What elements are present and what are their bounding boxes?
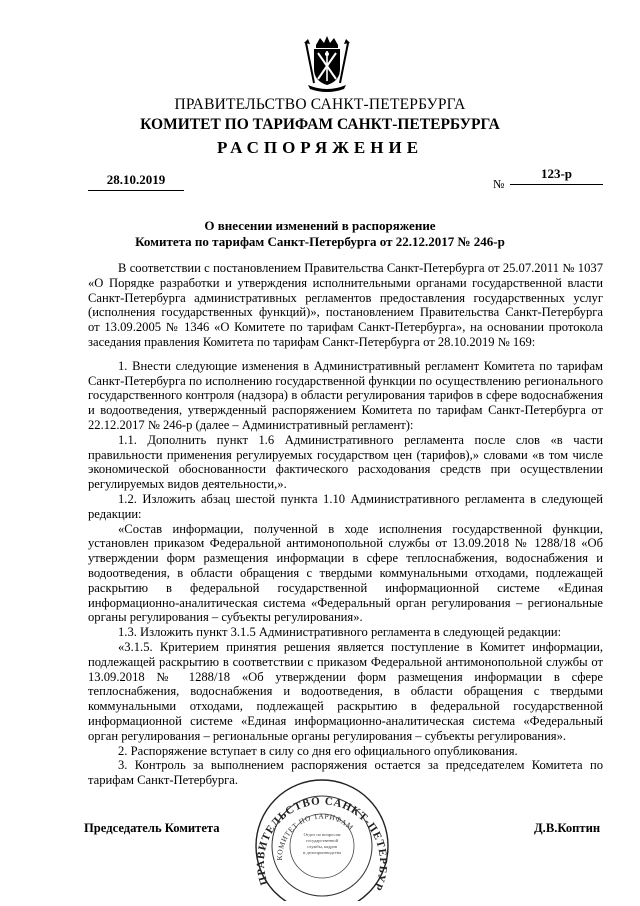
paragraph-1-3-quote: «3.1.5. Критерием принятия решения является поступление в Комитет информации, подлежащей раскрытию в соответствии с приказом Федеральной антимонопольной службы от 13.09.2018 № 1288/18 «Об утверждении форм размещения информации в сфере теплоснабжения, водоснабжения и водоотведения, в области обращения с твердыми коммунальными отходами, подлежащей раскрытию в федеральной государственной информационной системе «Единая информационно-аналитическая система «Федеральный орган регулирования – региональные органы регулирования – субъекты регулирования». <box>88 639 603 743</box>
paragraph-2: 2. Распоряжение вступает в силу со дня его официального опубликования. <box>118 743 518 758</box>
subject-line-2: Комитета по тарифам Санкт-Петербурга от 22.12.2017 № 246-р <box>135 234 505 249</box>
svg-text:и делопроизводства: и делопроизводства <box>303 850 341 855</box>
committee-title: КОМИТЕТ ПО ТАРИФАМ САНКТ-ПЕТЕРБУРГА <box>140 116 500 133</box>
number-sign: № <box>493 177 505 191</box>
paragraph-1-2-quote: «Состав информации, полученной в ходе исполнения государственной функции, установлен приказом Федеральной антимонопольной службы от 13.09.2018 № 1288/18 «Об утверждении форм размещения информации в сфере теплоснабжения, водоснабжения и водоотведения, в области обращения с твердыми коммунальными отходами, подлежащей раскрытию в федеральной государственной информационной системе «Единая информационно-аналитическая система «Федеральный орган регулирования – региональные органы регулирования – субъекты регулирования». <box>88 521 603 625</box>
paragraph-1-1: 1.1. Дополнить пункт 1.6 Административного регламента после слов «в части правильности применения регулируемых государством цен (тарифов),» словами «в том числе экономической обоснованности фактического расходования средств при осуществлении регулируемых видов деятельности,». <box>88 432 603 492</box>
paragraph-3: 3. Контроль за выполнением распоряжения остается за председателем Комитета по тарифам Санкт-Петербурга. <box>88 758 603 788</box>
document-type: РАСПОРЯЖЕНИЕ <box>216 138 424 157</box>
svg-text:государственной: государственной <box>305 838 339 843</box>
coat-of-arms-icon <box>302 35 352 93</box>
preamble-paragraph: В соответствии с постановлением Правительства Санкт-Петербурга от 25.07.2011 № 1037 «О Порядке разработки и утверждения исполнительными органами государственной власти Санкт-Петербурга административных регламентов предоставления государственных услуг (исполнения государственных функций)», постановлением Правительства Санкт-Петербурга от 13.09.2005 № 1346 «О Комитете по тарифам Санкт-Петербурга», на основании протокола заседания правления Комитета по тарифам Санкт-Петербурга от 28.10.2019 № 169: <box>88 261 603 349</box>
document-subject <box>0 218 640 250</box>
svg-text:КОМИТЕТ ПО ТАРИФАМ: КОМИТЕТ ПО ТАРИФАМ <box>274 811 356 861</box>
official-seal <box>248 776 396 901</box>
signer-position: Председатель Комитета <box>84 821 220 835</box>
paragraph-1: 1. Внести следующие изменения в Административный регламент Комитета по тарифам Санкт-Петербурга по исполнению государственной функции по осуществлению регионального государственного контроля (надзора) в области регулирования тарифов в сфере водоснабжения и водоотведения, утвержденный распоряжением Комитета по тарифам Санкт-Петербурга от 22.12.2017 № 246-р (далее – Административный регламент): <box>88 358 603 432</box>
document-number: 123-р <box>510 166 603 185</box>
document-date: 28.10.2019 <box>88 172 184 191</box>
paragraph-1-2: 1.2. Изложить абзац шестой пункта 1.10 Административного регламента в следующей редакции: <box>88 491 603 521</box>
svg-text:Отдел по вопросам: Отдел по вопросам <box>303 832 341 837</box>
document-body <box>88 261 603 788</box>
signer-name: Д.В.Коптин <box>534 821 601 835</box>
paragraph-1-3: 1.3. Изложить пункт 3.1.5 Административного регламента в следующей редакции: <box>118 625 562 640</box>
svg-text:службы, кадров: службы, кадров <box>306 844 338 849</box>
subject-line-1: О внесении изменений в распоряжение <box>204 218 436 233</box>
svg-text:ПРАВИТЕЛЬСТВО САНКТ-ПЕТЕРБУРГА: ПРАВИТЕЛЬСТВО САНКТ-ПЕТЕРБУР <box>254 795 390 893</box>
government-title: ПРАВИТЕЛЬСТВО САНКТ-ПЕТЕРБУРГА <box>174 96 466 113</box>
